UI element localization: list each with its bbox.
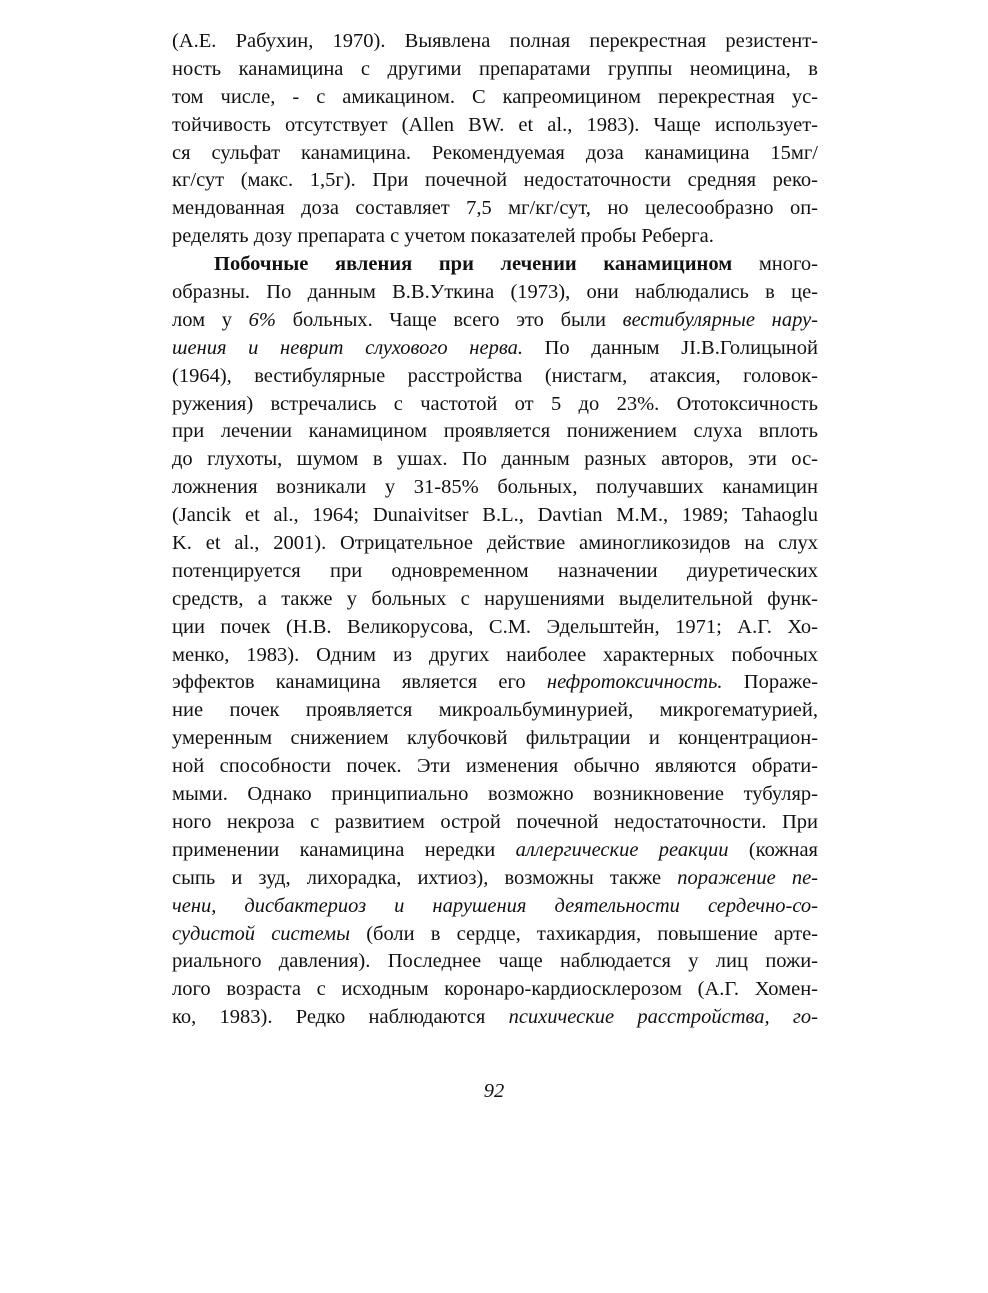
text-segment: ность канамицина с другими препаратами группы неомицина, в — [172, 57, 818, 80]
text-line — [172, 223, 818, 251]
text-line — [172, 781, 818, 809]
text-line — [172, 669, 818, 697]
text-line — [172, 948, 818, 976]
text-segment: (1964), вестибулярные расстройства (нистагм, атаксия, головок- — [172, 364, 818, 387]
text-line — [172, 697, 818, 725]
text-segment: менко, 1983). Одним из других наиболее характерных побочных — [172, 643, 818, 666]
text-line — [172, 167, 818, 195]
text-segment: ружения) встречались с частотой от 5 до 23%. Ототоксичность — [172, 392, 818, 415]
bold-text: Побочные явления при лечении канамицином — [214, 253, 733, 276]
text-line — [172, 753, 818, 781]
text-line — [172, 251, 818, 279]
italic-text: поражение пе- — [677, 866, 818, 889]
text-line — [172, 809, 818, 837]
body-text — [172, 28, 818, 1032]
text-line — [172, 614, 818, 642]
text-segment: ние почек проявляется микроальбуминурией, микрогематурией, — [172, 699, 818, 722]
text-segment: кг/сут (макс. 1,5г). При почечной недостаточности средняя реко- — [172, 169, 818, 192]
text-segment: (боли в сердце, тахикардия, повышение арте- — [350, 922, 818, 945]
text-line — [172, 195, 818, 223]
text-segment: (кожная — [728, 838, 818, 861]
italic-text: судистой системы — [172, 922, 351, 945]
text-line — [172, 893, 818, 921]
text-line — [172, 28, 818, 56]
text-segment: средств, а также у больных с нарушениями выделительной функ- — [172, 587, 818, 610]
text-line — [172, 335, 818, 363]
text-line — [172, 391, 818, 419]
text-line — [172, 446, 818, 474]
text-segment: том числе, - с амикацином. С капреомицином перекрестная ус- — [172, 85, 818, 108]
text-line — [172, 112, 818, 140]
text-segment: тойчивость отсутствует (Allen BW. et al., 1983). Чаще использует- — [172, 113, 818, 136]
text-line — [172, 725, 818, 753]
text-segment: эффектов канамицина является его — [172, 671, 547, 694]
italic-text: 6% — [248, 308, 276, 331]
text-line — [172, 558, 818, 586]
text-segment: ределять дозу препарата с учетом показателей пробы Реберга. — [172, 225, 714, 248]
text-segment: риального давления). Последнее чаще наблюдается у лиц пожи- — [172, 950, 818, 973]
text-segment: применении канамицина нередки — [172, 838, 516, 861]
text-segment: ции почек (Н.В. Великорусова, С.М. Эдельштейн, 1971; А.Г. Хо- — [172, 615, 818, 638]
text-line — [172, 307, 818, 335]
text-line — [172, 140, 818, 168]
text-line — [172, 530, 818, 558]
text-segment: ко, 1983). Редко наблюдаются — [172, 1006, 509, 1029]
text-segment: много- — [732, 253, 818, 276]
text-segment: ся сульфат канамицина. Рекомендуемая доза канамицина 15мг/ — [172, 141, 818, 164]
text-segment: умеренным снижением клубочковй фильтрации и концентрацион- — [172, 727, 818, 750]
text-segment: K. et al., 2001). Отрицательное действие аминогликозидов на слух — [172, 532, 818, 555]
text-line — [172, 56, 818, 84]
italic-text: чени, дисбактериоз и нарушения деятельности сердечно-со- — [172, 894, 818, 917]
text-segment: образны. По данным В.В.Уткина (1973), они наблюдались в це- — [172, 281, 818, 304]
text-segment: при лечении канамицином проявляется понижением слуха вплоть — [172, 420, 818, 443]
text-segment: (А.Е. Рабухин, 1970). Выявлена полная перекрестная резистент- — [172, 30, 818, 52]
italic-text: вестибулярные нару- — [622, 308, 818, 331]
text-line — [172, 84, 818, 112]
text-segment: сыпь и зуд, лихорадка, ихтиоз), возможны также — [172, 866, 678, 889]
text-segment: мендованная доза составляет 7,5 мг/кг/сут, но целесообразно оп- — [172, 197, 818, 220]
text-segment: лого возраста с исходным коронаро-кардиосклерозом (А.Г. Хомен- — [172, 978, 818, 1001]
text-segment: больных. Чаще всего это были — [275, 308, 623, 331]
italic-text: психические расстройства, го- — [508, 1006, 818, 1029]
italic-text: нефротоксичность. — [546, 671, 723, 694]
italic-text: шения и неврит слухового нерва. — [172, 336, 523, 359]
text-segment: лом у — [172, 308, 249, 331]
text-line — [172, 865, 818, 893]
text-line — [172, 921, 818, 949]
text-line — [172, 1004, 818, 1032]
text-segment: ного некроза с развитием острой почечной недостаточности. При — [172, 810, 818, 833]
text-line — [172, 474, 818, 502]
text-segment: По данным JI.В.Голицыной — [522, 336, 818, 359]
text-line — [172, 837, 818, 865]
text-segment: ной способности почек. Эти изменения обычно являются обрати- — [172, 755, 818, 778]
text-segment: потенцируется при одновременном назначении диуретических — [172, 559, 818, 582]
text-line — [172, 586, 818, 614]
text-line — [172, 279, 818, 307]
text-line — [172, 502, 818, 530]
text-line — [172, 363, 818, 391]
italic-text: аллергические реакции — [515, 838, 729, 861]
text-segment: (Jancik et al., 1964; Dunaivitser B.L., Davtian M.M., 1989; Tahaoglu — [172, 504, 818, 527]
text-segment: ложнения возникали у 31-85% больных, получавших канамицин — [172, 476, 818, 499]
text-line — [172, 976, 818, 1004]
page-number: 92 — [483, 1080, 505, 1102]
text-segment: до глухоты, шумом в ушах. По данным разных авторов, эти ос- — [172, 448, 818, 471]
text-segment: Пораже- — [722, 671, 818, 694]
text-line — [172, 418, 818, 446]
text-line — [172, 642, 818, 670]
text-segment: мыми. Однако принципиально возможно возникновение тубуляр- — [172, 783, 818, 806]
